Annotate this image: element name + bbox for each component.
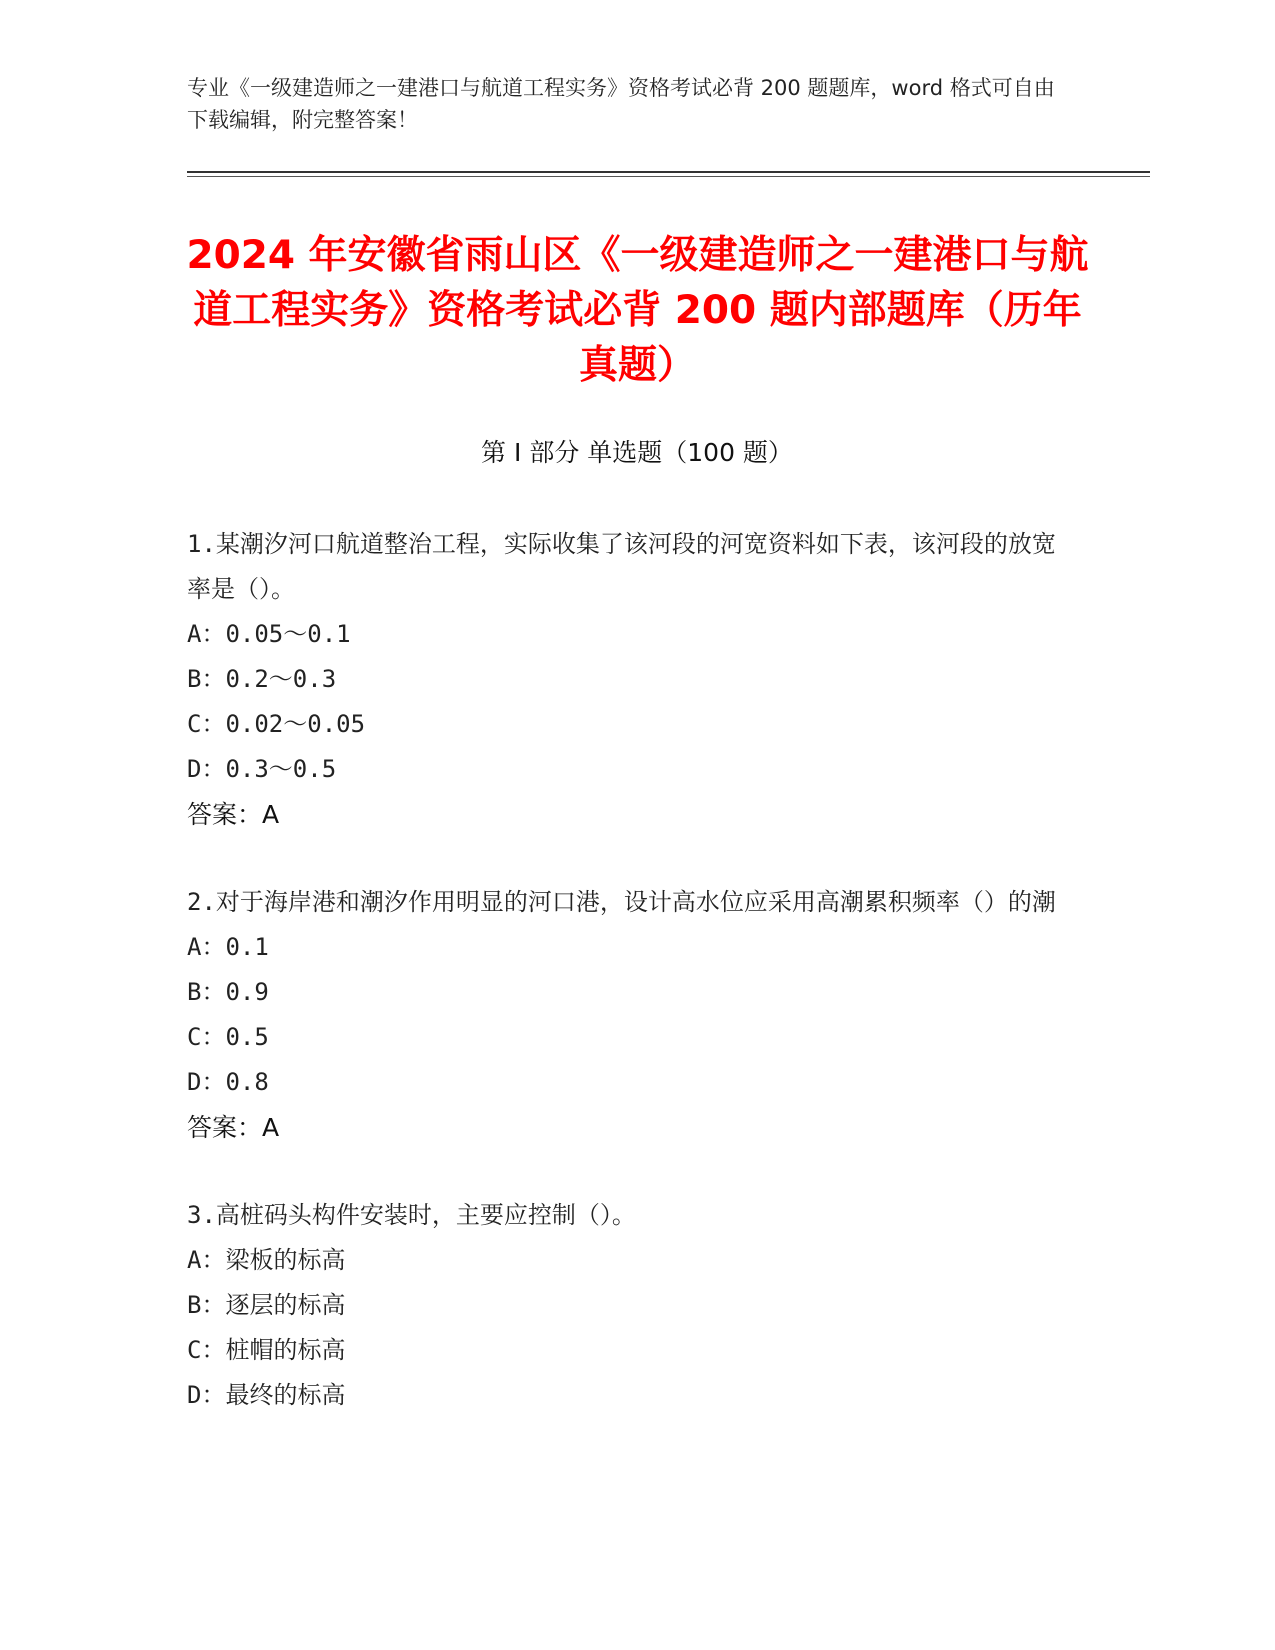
section-title: 第 I 部分 单选题（100 题） xyxy=(481,438,793,467)
question-1 xyxy=(187,522,1067,837)
option-d: D：最终的标高 xyxy=(187,1381,346,1409)
option-a: A：梁板的标高 xyxy=(187,1246,346,1274)
option-b: B：0.9 xyxy=(187,978,269,1006)
question-text: 2.对于海岸港和潮汐作用明显的河口港，设计高水位应采用高潮累积频率（）的潮 xyxy=(187,888,1056,916)
option-c: C：0.5 xyxy=(187,1023,269,1051)
question-list xyxy=(187,522,1067,1461)
question-text: 1.某潮汐河口航道整治工程，实际收集了该河段的河宽资料如下表，该河段的放宽率是（）。 xyxy=(187,530,1056,603)
option-c: C：桩帽的标高 xyxy=(187,1336,346,1364)
document-title: 2024 年安徽省雨山区《一级建造师之一建港口与航道工程实务》资格考试必背 200 题内部题库（历年真题） xyxy=(186,233,1089,388)
option-a: A：0.05～0.1 xyxy=(187,620,351,648)
header-divider-thin xyxy=(187,176,1150,177)
option-b: B：逐层的标高 xyxy=(187,1291,346,1319)
question-3 xyxy=(187,1193,1067,1418)
answer: 答案：A xyxy=(187,1113,280,1142)
answer: 答案：A xyxy=(187,800,280,829)
header-divider-thick xyxy=(187,171,1150,173)
question-text: 3.高桩码头构件安装时，主要应控制（）。 xyxy=(187,1201,636,1229)
option-d: D：0.8 xyxy=(187,1068,269,1096)
option-c: C：0.02～0.05 xyxy=(187,710,366,738)
header-note: 专业《一级建造师之一建港口与航道工程实务》资格考试必背 200 题题库，word 格式可自由下载编辑，附完整答案！ xyxy=(187,76,1055,132)
option-b: B：0.2～0.3 xyxy=(187,665,337,693)
option-d: D：0.3～0.5 xyxy=(187,755,337,783)
option-a: A：0.1 xyxy=(187,933,269,961)
question-2 xyxy=(187,880,1067,1150)
